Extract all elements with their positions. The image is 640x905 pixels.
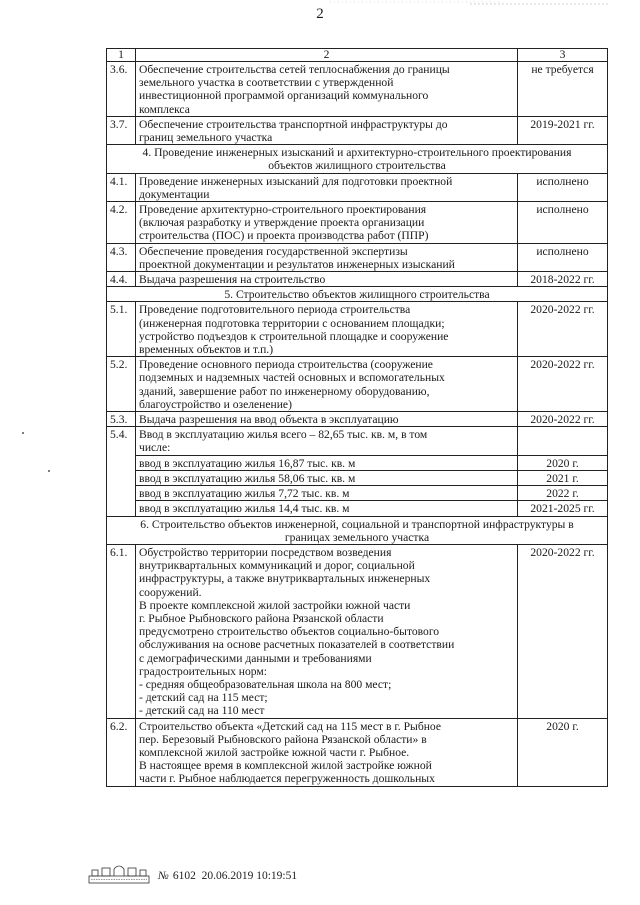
cell-text-line: Выдача разрешения на ввод объекта в эксплуатацию [139, 413, 399, 427]
cell-text-line: с демографическими данными и требованиями [139, 651, 372, 665]
item-description [136, 302, 518, 357]
item-description [136, 412, 518, 427]
subitem-deadline: 2021 г. [518, 470, 608, 485]
item-deadline: 2020-2022 гг. [518, 412, 608, 427]
item-number: 4.1. [107, 173, 136, 201]
cell-text-line: земельного участка в соответствии с утвержденной [139, 76, 394, 90]
item-number: 5.3. [107, 412, 136, 427]
cell-text-line: 4. Проведение инженерных изысканий и архитектурно-строительного проектирования [142, 146, 572, 160]
cell-text-line: Проведение инженерных изысканий для подготовки проектной [139, 174, 453, 188]
section-title [107, 516, 608, 544]
table-row [107, 718, 608, 786]
scan-speck [22, 432, 24, 434]
subitem-description [136, 470, 518, 485]
table-row [107, 243, 608, 271]
cell-text-line: Проведение подготовительного периода строительства [139, 303, 411, 317]
item-description [136, 243, 518, 271]
item-description [136, 62, 518, 117]
table-header-row [107, 49, 608, 62]
item-number: 6.1. [107, 544, 136, 718]
item-number: 5.1. [107, 302, 136, 357]
item-deadline: исполнено [518, 173, 608, 201]
table-row [107, 202, 608, 244]
table-row [107, 412, 608, 427]
item-description [136, 202, 518, 244]
item-number: 4.3. [107, 243, 136, 271]
table-row [107, 116, 608, 144]
subitem-deadline: 2022 г. [518, 486, 608, 501]
cell-text-line: сооружений. [139, 585, 202, 599]
cell-text-line: ввод в эксплуатацию жилья 7,72 тыс. кв. м [139, 487, 350, 501]
cell-text-line: Обеспечение строительства транспортной инфраструктуры до [139, 117, 448, 131]
cell-text-line: устройство подъездов к строительной площадке и сооружение [139, 329, 449, 343]
item-deadline: 2020-2022 гг. [518, 357, 608, 412]
item-deadline: 2020-2022 гг. [518, 302, 608, 357]
item-description [136, 427, 518, 455]
table-row [107, 427, 608, 455]
item-number: 4.2. [107, 202, 136, 244]
cell-text-line: Обеспечение строительства сетей теплоснабжения до границы [139, 63, 450, 76]
cell-text-line: - детский сад на 115 мест; [139, 691, 268, 705]
cell-text-line: временных объектов и т.п.) [139, 343, 274, 357]
cell-text-line: подземных и надземных частей основных и вспомогательных [139, 371, 445, 385]
cell-text-line: Обеспечение проведения государственной экспертизы [139, 244, 408, 258]
document-number: 6102 [172, 870, 196, 882]
cell-text-line: пер. Березовый Рыбновского района Рязанской области» в [139, 732, 427, 746]
cell-text-line: (инженерная подготовка территории с основанием площадки; [139, 316, 445, 330]
electronic-signature-logo [88, 862, 150, 884]
item-description [136, 357, 518, 412]
implementation-schedule-table [106, 48, 608, 787]
scan-speck [48, 470, 50, 472]
document-footer [88, 862, 297, 884]
cell-text-line: ввод в эксплуатацию жилья 14,4 тыс. кв. м [139, 502, 350, 516]
cell-text-line: документации [139, 187, 210, 201]
item-deadline: исполнено [518, 243, 608, 271]
cell-text-line: - средняя общеобразовательная школа на 800 мест; [139, 677, 392, 691]
page-number: 2 [316, 6, 324, 22]
item-number: 5.4. [107, 427, 136, 516]
cell-text-line: объектов жилищного строительства [268, 159, 446, 173]
item-description [136, 173, 518, 201]
table-row [107, 62, 608, 117]
subitem-description [136, 486, 518, 501]
table-subrow [107, 501, 608, 516]
cell-text-line: границах земельного участка [284, 530, 430, 544]
table-subrow [107, 455, 608, 470]
cell-text-line: градостроительных норм: [139, 664, 267, 678]
cell-text-line: строительства (ПОС) и проекта производства работ (ППР) [139, 229, 429, 243]
table-subrow [107, 470, 608, 485]
cell-text-line: обслуживания на основе расчетных показателей в соответствии [139, 638, 455, 652]
table-row [107, 544, 608, 718]
document-registration-stamp [158, 870, 297, 884]
table-row [107, 173, 608, 201]
cell-text-line: г. Рыбное Рыбновского района Рязанской области [139, 611, 384, 625]
cell-text-line: инвестиционной программой организаций коммунального [139, 89, 429, 103]
cell-text-line: 6. Строительство объектов инженерной, социальной и транспортной инфраструктуры в [140, 517, 574, 531]
cell-text-line: Проведение архитектурно-строительного проектирования [139, 203, 427, 217]
section-heading-row [107, 516, 608, 544]
cell-text-line: благоустройство и озеленение) [139, 397, 292, 411]
cell-text-line: комплекса [139, 102, 190, 116]
cell-text-line: Проведение основного периода строительства (сооружение [139, 358, 433, 372]
subitem-deadline: 2021-2025 гг. [518, 501, 608, 516]
cell-text-line: комплексной жилой застройке южной части г. Рыбное. [139, 745, 410, 759]
item-deadline: 2020 г. [518, 718, 608, 786]
cell-text-line: внутриквартальных коммуникаций и дорог, социальной [139, 559, 415, 573]
section-heading-row [107, 287, 608, 302]
section-heading-row [107, 145, 608, 173]
item-number: 3.6. [107, 62, 136, 117]
item-deadline: 2019-2021 гг. [518, 116, 608, 144]
subitem-deadline: 2020 г. [518, 455, 608, 470]
table-row [107, 302, 608, 357]
cell-text-line: ввод в эксплуатацию жилья 58,06 тыс. кв. м [139, 471, 356, 485]
item-description [136, 544, 518, 718]
item-number: 6.2. [107, 718, 136, 786]
cell-text-line: Строительство объекта «Детский сад на 115 мест в г. Рыбное [139, 719, 442, 733]
item-deadline: 2020-2022 гг. [518, 544, 608, 718]
item-deadline: исполнено [518, 202, 608, 244]
cell-text-line: ввод в эксплуатацию жилья 16,87 тыс. кв. м [139, 456, 356, 470]
table-row [107, 357, 608, 412]
item-description [136, 718, 518, 786]
item-deadline: не требуется [518, 62, 608, 117]
cell-text-line: Обустройство территории посредством возведения [139, 545, 392, 559]
subitem-description [136, 455, 518, 470]
cell-text-line: В настоящее время в комплексной жилой застройке южной [139, 759, 432, 773]
cell-text-line: границ земельного участка [139, 131, 273, 145]
cell-text-line: инфраструктуры, а также внутриквартальных инженерных [139, 572, 431, 586]
item-description [136, 272, 518, 287]
item-deadline: 2018-2022 гг. [518, 272, 608, 287]
cell-text-line: числе: [139, 441, 171, 455]
item-description [136, 116, 518, 144]
cell-text-line: (включая разработку и утверждение проекта организации [139, 216, 425, 230]
header-col-3: 3 [518, 49, 608, 62]
table-row [107, 272, 608, 287]
cell-text-line: Выдача разрешения на строительство [139, 273, 326, 287]
cell-text-line: зданий, завершение работ по инженерному оборудованию, [139, 384, 430, 398]
subitem-description [136, 501, 518, 516]
cell-text-line: части г. Рыбное наблюдается перегруженность дошкольных [139, 772, 435, 786]
header-col-1: 1 [107, 49, 136, 62]
cell-text-line: 5. Строительство объектов жилищного строительства [224, 288, 490, 302]
section-title [107, 287, 608, 302]
section-title [107, 145, 608, 173]
registration-timestamp: 20.06.2019 10:19:51 [201, 870, 298, 882]
number-sign: № [158, 870, 169, 882]
item-deadline [518, 427, 608, 455]
table-subrow [107, 486, 608, 501]
item-number: 3.7. [107, 116, 136, 144]
cell-text-line: проектной документации и результатов инженерных изысканий [139, 257, 455, 271]
cell-text-line: В проекте комплексной жилой застройки южной части [139, 598, 411, 612]
header-col-2: 2 [136, 49, 518, 62]
cell-text-line: предусмотрено строительство объектов социально-бытового [139, 625, 440, 639]
item-number: 4.4. [107, 272, 136, 287]
cell-text-line: - детский сад на 110 мест [139, 704, 265, 718]
cell-text-line: Ввод в эксплуатацию жилья всего – 82,65 тыс. кв. м, в том [139, 428, 428, 442]
item-number: 5.2. [107, 357, 136, 412]
